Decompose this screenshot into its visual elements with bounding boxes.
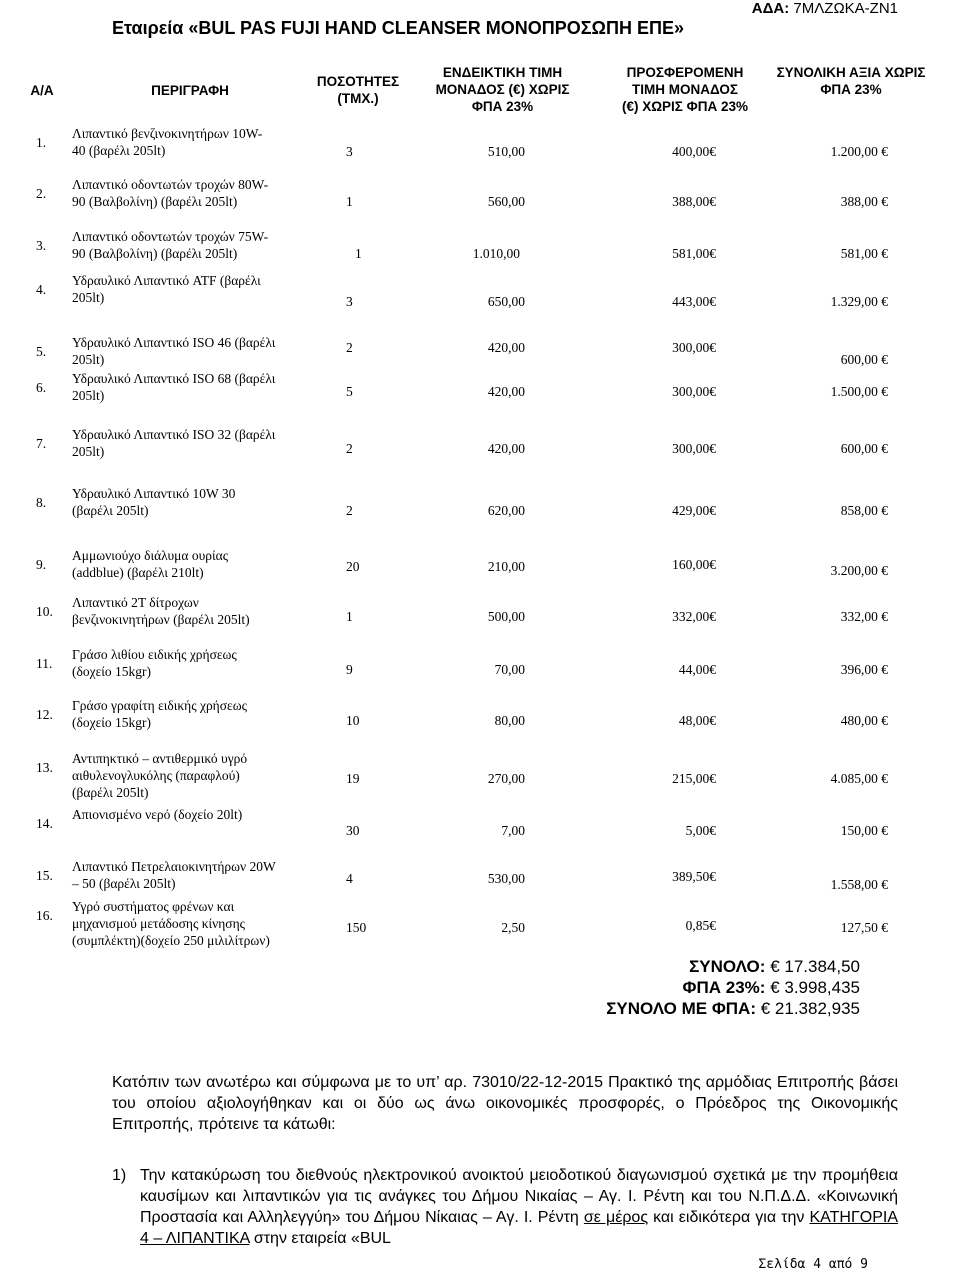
row-description-line: Γράσο γραφίτη ειδικής χρήσεως [72, 698, 247, 713]
row-description-line: 205lt) [72, 290, 105, 305]
currency-symbol: € [881, 563, 888, 578]
row-description-line: Υδραυλικό Λιπαντικό ATF (βαρέλι [72, 273, 261, 288]
row-offered-price [672, 609, 716, 625]
currency-symbol: € [709, 823, 716, 838]
row-description-line: Λιπαντικό 2Τ δίτροχων [72, 595, 199, 610]
row-description-line: (βαρέλι 205lt) [72, 503, 149, 518]
col-est-l1: ΕΝΔΕΙΚΤΙΚΗ ΤΙΜΗ [442, 65, 563, 80]
row-offered-price [679, 662, 716, 678]
row-total-amount: 150,00 [840, 823, 878, 838]
currency-symbol: € [881, 713, 888, 728]
row-offered-price [672, 503, 716, 519]
row-total-amount: 1.500,00 [830, 384, 878, 399]
row-total-amount: 127,50 [840, 920, 878, 935]
row-description-line: Υδραυλικό Λιπαντικό 10W 30 [72, 486, 236, 501]
currency-symbol: € [881, 384, 888, 399]
row-total-amount: 396,00 [840, 662, 878, 677]
row-number: 7. [36, 436, 47, 451]
currency-symbol: € [881, 352, 888, 367]
row-offered-value: 0,85 [685, 918, 710, 933]
currency-symbol: € [881, 503, 888, 518]
row-number: 15. [36, 868, 53, 883]
currency-symbol: € [881, 294, 888, 309]
row-number: 2. [36, 186, 47, 201]
total-grand-label: ΣΥΝΟΛΟ ΜΕ ΦΠΑ: [606, 999, 756, 1018]
row-total-value [831, 563, 888, 579]
row-description-line: (βαρέλι 205lt) [72, 785, 149, 800]
row-description-line: – 50 (βαρέλι 205lt) [72, 876, 176, 891]
row-quantity: 1 [346, 609, 353, 624]
row-number: 11. [36, 656, 53, 671]
row-number: 10. [36, 604, 53, 619]
currency-symbol: € [709, 557, 716, 572]
currency-symbol: € [709, 194, 716, 209]
row-offered-price [672, 294, 716, 310]
col-tot-l2: ΦΠΑ 23% [820, 82, 882, 97]
row-offered-value: 300,00 [672, 384, 710, 399]
col-tot-l1: ΣΥΝΟΛΙΚΗ ΑΞΙΑ ΧΩΡΙΣ [776, 65, 926, 80]
row-number: 14. [36, 816, 53, 831]
col-off-l3: (€) ΧΩΡΙΣ ΦΠΑ 23% [621, 99, 749, 114]
col-est-l2: ΜΟΝΑΔΟΣ (€) ΧΩΡΙΣ [435, 82, 570, 97]
total-vat-value: € 3.998,435 [770, 978, 860, 997]
currency-symbol: € [881, 246, 888, 261]
currency-symbol: € [709, 662, 716, 677]
row-offered-value: 5,00 [685, 823, 710, 838]
col-est-l3: ΦΠΑ 23% [471, 99, 534, 114]
decision-paragraph: Κατόπιν των ανωτέρω και σύμφωνα με το υπ’ αρ. 73010/22-12-2015 Πρακτικό της αρμόδιας Επιτροπής βάσει του οποίου αξιολογήθηκαν και οι δύο ως άνω οικονομικές προσφορές, ο Πρόεδρος της Οικονομικής Επιτροπής, πρότεινε τα κάτωθι: [112, 1074, 898, 1133]
row-estimated-price: 1.010,00 [472, 246, 520, 261]
row-offered-price [686, 918, 716, 934]
currency-symbol: € [881, 144, 888, 159]
total-sum [689, 957, 860, 977]
row-description-line: (δοχείο 15kgr) [72, 715, 152, 730]
col-off-l2: ΤΙΜΗ ΜΟΝΑΔΟΣ [632, 82, 738, 97]
row-estimated-price: 70,00 [494, 662, 525, 677]
row-estimated-price: 650,00 [487, 294, 525, 309]
proposal-item-1-text [140, 1165, 898, 1249]
row-quantity: 2 [346, 441, 353, 456]
row-total-amount: 600,00 [840, 352, 878, 367]
row-quantity: 5 [346, 384, 353, 399]
total-grand-value: € 21.382,935 [760, 999, 860, 1018]
row-total-value [841, 662, 888, 678]
row-offered-price [672, 771, 716, 787]
row-offered-value: 44,00 [678, 662, 710, 677]
row-offered-price [672, 246, 716, 262]
row-description-line: Λιπαντικό οδοντωτών τροχών 75W- [72, 229, 269, 244]
row-quantity: 150 [346, 920, 367, 935]
row-number: 12. [36, 707, 53, 722]
row-offered-price [672, 557, 716, 573]
row-description-line: (δοχείο 15kgr) [72, 664, 152, 679]
row-offered-value: 215,00 [672, 771, 710, 786]
row-description-line: 205lt) [72, 352, 105, 367]
row-description-line: 90 (Βαλβολίνη) (βαρέλι 205lt) [72, 246, 238, 261]
row-total-value [831, 294, 888, 310]
row-number: 13. [36, 760, 53, 775]
currency-symbol: € [881, 194, 888, 209]
row-offered-price [672, 869, 716, 885]
currency-symbol: € [709, 384, 716, 399]
row-estimated-price: 80,00 [494, 713, 525, 728]
col-quantity [308, 73, 408, 107]
proposal-item-1-number: 1) [112, 1167, 127, 1184]
row-total-amount: 581,00 [840, 246, 878, 261]
row-offered-value: 48,00 [678, 713, 710, 728]
row-description-line: (συμπλέκτη)(δοχείο 250 μιλιλίτρων) [72, 933, 270, 948]
row-number: 1. [36, 135, 47, 150]
page-number: Σελίδα 4 από 9 [758, 1257, 868, 1272]
row-number: 4. [36, 282, 47, 297]
currency-symbol: € [709, 609, 716, 624]
row-estimated-price: 620,00 [487, 503, 525, 518]
row-offered-value: 400,00 [672, 144, 710, 159]
col-quantity-l2: (ΤΜΧ.) [337, 91, 379, 106]
proposal-text-c: στην εταιρεία «BUL [253, 1230, 391, 1247]
total-grand [606, 999, 860, 1019]
row-offered-value: 429,00 [672, 503, 710, 518]
row-estimated-price: 560,00 [487, 194, 525, 209]
row-total-value [841, 352, 888, 368]
row-number: 9. [36, 557, 47, 572]
row-number: 3. [36, 238, 47, 253]
row-quantity: 1 [355, 246, 362, 261]
row-total-amount: 600,00 [840, 441, 878, 456]
total-vat-label: ΦΠΑ 23%: [682, 978, 766, 997]
row-total-amount: 1.558,00 [830, 877, 878, 892]
row-total-amount: 1.200,00 [830, 144, 878, 159]
row-offered-value: 389,50 [672, 869, 710, 884]
row-total-amount: 388,00 [840, 194, 878, 209]
row-offered-price [672, 340, 716, 356]
row-offered-value: 300,00 [672, 441, 710, 456]
row-offered-price [672, 441, 716, 457]
col-estimated-price [410, 64, 595, 115]
row-offered-value: 160,00 [672, 557, 710, 572]
proposal-text-underline-2: ΚΑΤΗΓΟΡΙΑ 4 – ΛΙΠΑΝΤΙΚΑ [140, 1209, 898, 1247]
row-estimated-price: 500,00 [487, 609, 525, 624]
row-number: 8. [36, 495, 47, 510]
currency-symbol: € [709, 246, 716, 261]
row-quantity: 19 [346, 771, 360, 786]
row-estimated-price: 7,00 [501, 823, 525, 838]
row-estimated-price: 210,00 [487, 559, 525, 574]
row-quantity: 3 [346, 294, 353, 309]
row-estimated-price: 270,00 [487, 771, 525, 786]
row-quantity: 1 [346, 194, 353, 209]
ada-code [752, 0, 898, 17]
row-total-amount: 3.200,00 [830, 563, 878, 578]
row-total-value [841, 441, 888, 457]
row-description-line: Αντιπηκτικό – αντιθερμικό υγρό [72, 751, 248, 766]
row-offered-value: 581,00 [672, 246, 710, 261]
currency-symbol: € [881, 823, 888, 838]
row-total-value [831, 771, 888, 787]
row-total-value [841, 920, 888, 936]
row-offered-value: 388,00 [672, 194, 710, 209]
col-total-value [762, 64, 940, 98]
row-estimated-price: 420,00 [487, 340, 525, 355]
row-total-value [841, 609, 888, 625]
currency-symbol: € [881, 662, 888, 677]
row-description-line: Υδραυλικό Λιπαντικό ISO 68 (βαρέλι [72, 371, 276, 386]
row-quantity: 10 [346, 713, 360, 728]
currency-symbol: € [709, 869, 716, 884]
row-total-value [841, 246, 888, 262]
row-description-line: 205lt) [72, 444, 105, 459]
row-description-line: (addblue) (βαρέλι 210lt) [72, 565, 204, 580]
currency-symbol: € [709, 144, 716, 159]
row-offered-value: 443,00 [672, 294, 710, 309]
row-quantity: 30 [346, 823, 360, 838]
proposal-text-b: και ειδικότερα για την [653, 1209, 805, 1226]
currency-symbol: € [709, 503, 716, 518]
col-quantity-l1: ΠΟΣΟΤΗΤΕΣ [316, 74, 400, 89]
row-description-line: Λιπαντικό βενζινοκινητήρων 10W- [72, 126, 263, 141]
row-estimated-price: 2,50 [501, 920, 525, 935]
row-estimated-price: 420,00 [487, 441, 525, 456]
currency-symbol: € [881, 609, 888, 624]
row-number: 5. [36, 344, 47, 359]
proposal-text-a: Την κατακύρωση του διεθνούς ηλεκτρονικού ανοικτού μειοδοτικού διαγωνισμού σχετικά με την προμήθεια καυσίμων και λιπαντικών για τις ανάγκες του Δήμου Νικαίας – Αγ. Ι. Ρέντη και του Ν.Π.Δ.Δ. «Κοινωνική Προστασία και Αλληλεγγύη» του Δήμου Νίκαιας – Αγ. Ι. Ρέντη [140, 1167, 898, 1226]
row-number: 6. [36, 380, 47, 395]
row-description-line: Υγρό συστήματος φρένων και [72, 899, 235, 914]
row-quantity: 3 [346, 144, 353, 159]
row-quantity: 20 [346, 559, 360, 574]
row-description-line: 40 (βαρέλι 205lt) [72, 143, 166, 158]
currency-symbol: € [881, 771, 888, 786]
col-description: ΠΕΡΙΓΡΑΦΗ [151, 83, 229, 98]
currency-symbol: € [709, 771, 716, 786]
row-offered-value: 300,00 [672, 340, 710, 355]
row-description-line: αιθυλενογλυκόλης (παραφλού) [72, 768, 240, 783]
row-quantity: 9 [346, 662, 353, 677]
row-total-amount: 332,00 [840, 609, 878, 624]
currency-symbol: € [709, 294, 716, 309]
row-description-line: 90 (Βαλβολίνη) (βαρέλι 205lt) [72, 194, 238, 209]
row-offered-price [679, 713, 716, 729]
row-offered-price [672, 194, 716, 210]
currency-symbol: € [881, 441, 888, 456]
row-quantity: 4 [346, 871, 353, 886]
row-total-value [841, 194, 888, 210]
row-total-amount: 858,00 [840, 503, 878, 518]
row-description-line: Λιπαντικό οδοντωτών τροχών 80W- [72, 177, 269, 192]
currency-symbol: € [709, 713, 716, 728]
row-quantity: 2 [346, 503, 353, 518]
row-description-line: Απιονισμένο νερό (δοχείο 20lt) [72, 807, 243, 822]
row-description-line: Υδραυλικό Λιπαντικό ISO 32 (βαρέλι [72, 427, 276, 442]
row-total-value [831, 877, 888, 893]
currency-symbol: € [709, 441, 716, 456]
row-total-amount: 480,00 [840, 713, 878, 728]
company-title: Εταιρεία «BUL PAS FUJI HAND CLEANSER ΜΟΝΟΠΡΟΣΩΠΗ ΕΠΕ» [112, 18, 684, 38]
row-total-amount: 1.329,00 [830, 294, 878, 309]
row-description-line: Γράσο λιθίου ειδικής χρήσεως [72, 647, 237, 662]
row-total-value [831, 144, 888, 160]
row-description-line: 205lt) [72, 388, 105, 403]
col-offered-price [600, 64, 770, 115]
row-offered-price [672, 144, 716, 160]
currency-symbol: € [881, 920, 888, 935]
row-description-line: βενζινοκινητήρων (βαρέλι 205lt) [72, 612, 250, 627]
row-total-value [841, 503, 888, 519]
row-estimated-price: 420,00 [487, 384, 525, 399]
row-offered-value: 332,00 [672, 609, 710, 624]
row-description-line: μηχανισμού μετάδοσης κίνησης [72, 916, 245, 931]
col-off-l1: ΠΡΟΣΦΕΡΟΜΕΝΗ [626, 65, 744, 80]
row-total-value [831, 384, 888, 400]
row-number: 16. [36, 908, 53, 923]
currency-symbol: € [709, 340, 716, 355]
proposal-item-1 [112, 1165, 898, 1249]
row-total-value [841, 713, 888, 729]
row-total-value [841, 823, 888, 839]
row-offered-price [686, 823, 716, 839]
row-quantity: 2 [346, 340, 353, 355]
currency-symbol: € [881, 877, 888, 892]
row-description-line: Υδραυλικό Λιπαντικό ISO 46 (βαρέλι [72, 335, 276, 350]
proposal-text-underline-1: σε μέρος [583, 1209, 649, 1226]
row-offered-price [672, 384, 716, 400]
total-sum-label: ΣΥΝΟΛΟ: [689, 957, 766, 976]
ada-value: 7ΜΛΖΩΚΑ-ΖΝ1 [793, 0, 898, 17]
total-sum-value: € 17.384,50 [770, 957, 860, 976]
total-vat [683, 978, 860, 998]
ada-label: ΑΔΑ: [751, 0, 790, 17]
currency-symbol: € [709, 918, 716, 933]
row-description-line: Αμμωνιούχο διάλυμα ουρίας [72, 548, 229, 563]
row-description-line: Λιπαντικό Πετρελαιοκινητήρων 20W [72, 859, 276, 874]
col-aa: Α/Α [30, 83, 54, 98]
row-total-amount: 4.085,00 [830, 771, 878, 786]
row-estimated-price: 510,00 [487, 144, 525, 159]
row-estimated-price: 530,00 [487, 871, 525, 886]
